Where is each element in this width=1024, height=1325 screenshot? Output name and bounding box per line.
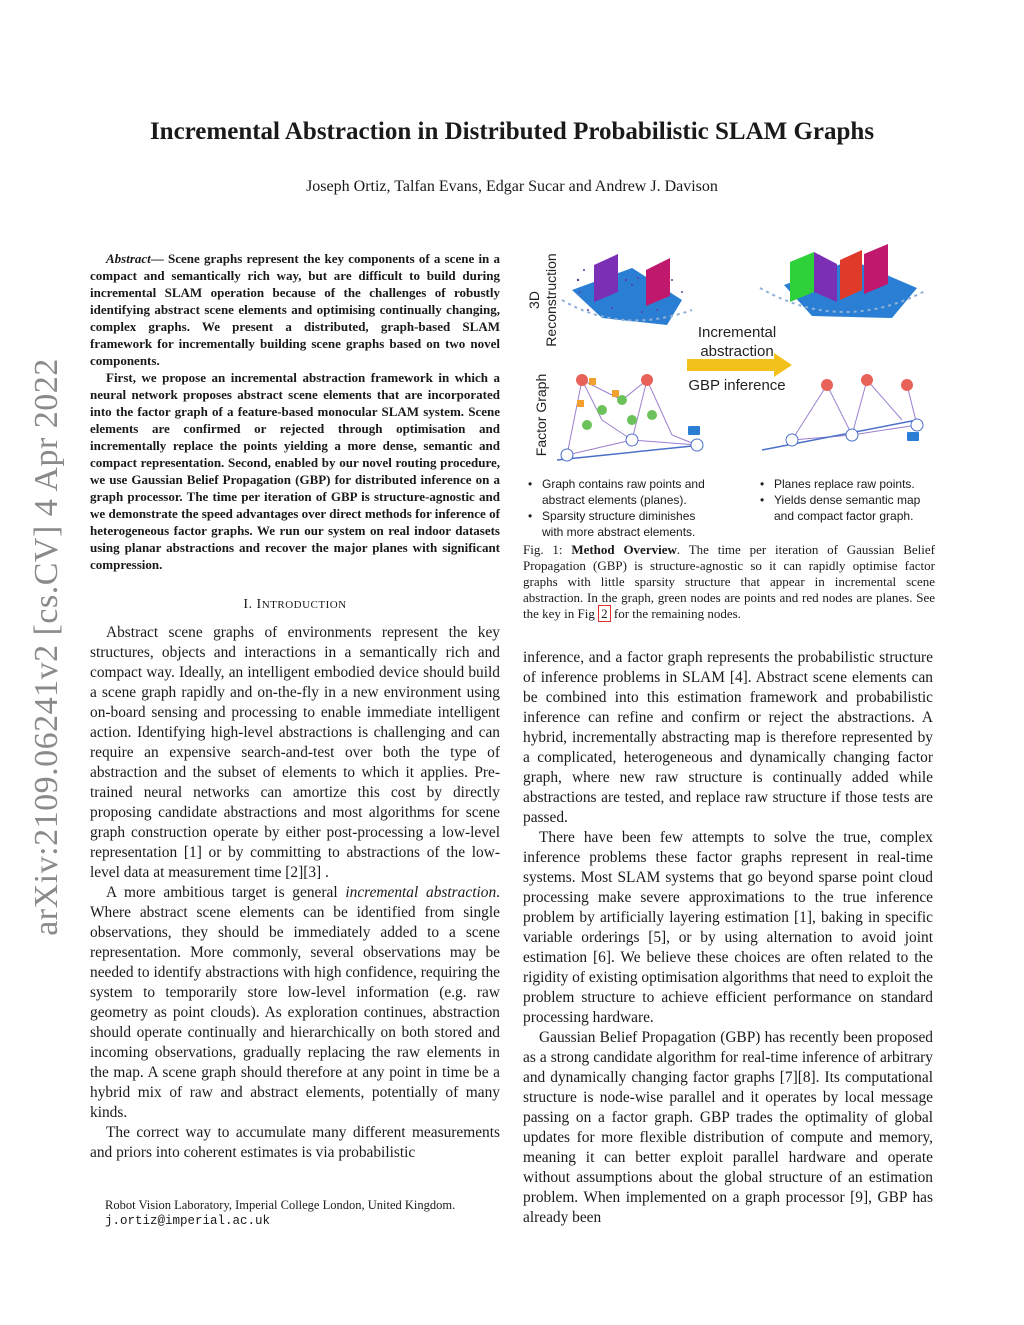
caption-bold: Method Overview	[571, 542, 677, 557]
abstraction-arrow	[687, 324, 792, 394]
right-column	[523, 648, 933, 1228]
camera-icon	[688, 426, 700, 435]
plane-node	[861, 374, 873, 386]
pose-node	[561, 449, 573, 461]
bullet-item	[526, 476, 741, 508]
author-list: Joseph Ortiz, Talfan Evans, Edgar Sucar and Andrew J. Davison	[306, 178, 718, 195]
point-node	[597, 405, 607, 415]
arrow-label-incremental: Incremental	[697, 324, 777, 341]
arxiv-id: arXiv:2109.06241v2 [cs.CV] 4 Apr 2022	[28, 358, 65, 936]
left-column	[90, 623, 500, 1163]
arrow-label-gbp: GBP inference	[688, 377, 786, 394]
bullet-text: with more abstract elements.	[542, 525, 696, 539]
bullet-item	[758, 492, 938, 524]
bullet-text: abstract elements (planes).	[542, 493, 687, 507]
plane-node	[576, 374, 588, 386]
point-node	[627, 415, 637, 425]
right-factor-graph	[762, 374, 923, 450]
left-factor-graph	[557, 374, 703, 461]
body-paragraph: Abstract scene graphs of environments represent the key structures, objects and interactions in a semantically rich and compact way. Ideally, an intelligent embodied device should build a scene graph rapidly and on-the-fly in a new environment using on-board sensing and processing to enable immediate intelligent action. Identifying high-level abstractions is challenging and can require an expensive search-and-test over both the type of abstraction and the subset of elements to which it applies. Pre-trained neural networks can amortize this cost by directly proposing candidate abstractions and most algorithms for scene graph construction operate by either post-processing a low-level representation [1] or by committing to abstractions of the low-level data at measurement time [2][3] .	[90, 624, 500, 881]
body-paragraph	[90, 883, 500, 1123]
affiliation: Robot Vision Laboratory, Imperial College London, United Kingdom.	[105, 1198, 456, 1212]
point-node	[647, 410, 657, 420]
point-node	[582, 420, 592, 430]
caption-text-end: for the remaining nodes.	[610, 606, 741, 621]
right-bullets	[758, 476, 938, 524]
section-number: I.	[243, 597, 253, 612]
left-reconstruction	[562, 254, 692, 325]
plane-node	[901, 379, 913, 391]
abstract-paragraph-1: Abstract— Scene graphs represent the key components of a scene in a compact and semantically rich way, but are difficult to build during incremental SLAM operation because of the challenges of robustly identifying abstract scene elements and optimising continually changing, complex graphs. We present a distributed, graph-based SLAM framework for incrementally building scene graphs based on two novel components.	[90, 251, 500, 368]
figure-caption	[523, 542, 935, 622]
section-heading	[90, 597, 500, 613]
factor-node	[612, 390, 619, 397]
camera-icon	[907, 432, 919, 441]
section-title-rest: NTRODUCTION	[261, 599, 347, 611]
caption-text: . The time per iteration of Gaussian Belief Propagation (GBP) is structure-agnostic so it can rapidly optimise factor graphs with little sparsity structure that appear in incremental scene abstraction. In the graph, green nodes are points and red nodes are planes. See the key in Fig	[523, 542, 935, 621]
pose-node	[691, 439, 703, 451]
row-label-factor-graph: Factor Graph	[533, 373, 549, 457]
figure-reference-link[interactable]: 2	[598, 605, 611, 622]
row-label-3d: 3D	[526, 291, 542, 309]
body-paragraph: There have been few attempts to solve the true, complex inference problems these factor graphs represent in real-time systems. Most SLAM systems that go beyond sparse point cloud processing make severe approximations to the true inference problem by artificially layering estimation [1], baking in specific variable orderings [5], or by using alternation to avoid joint estimation [6]. We believe these choices are often related to the rigidity of existing optimisation algorithms that need to exploit the problem structure to achieve efficient performance on standard processing hardware.	[523, 829, 933, 1026]
odometry-chain	[762, 420, 917, 450]
factor-node	[577, 400, 584, 407]
arrow-label-abstraction: abstraction	[700, 343, 774, 360]
bullet-text: Graph contains raw points and	[542, 477, 705, 491]
body-text: . Where abstract scene elements can be identified from single observations, they should be immediately added to a scene representation. More commonly, several observations may be needed to identify abstractions with high confidence, requiring the system to temporarily store low-level information (e.g. raw geometry as point clouds). As exploration continues, abstraction should operate continually and hierarchically on both stored and incoming observations, gradually replacing the raw elements in the map. A scene graph should therefore at any point in time be a hybrid mix of raw and abstract elements, potentially of many kinds.	[90, 884, 500, 1121]
abstract	[90, 250, 500, 573]
pose-node	[786, 434, 798, 446]
body-emphasis: incremental abstraction	[345, 884, 497, 901]
paper-title: Incremental Abstraction in Distributed Probabilistic SLAM Graphs	[149, 118, 875, 145]
point-node	[617, 395, 627, 405]
figure-1	[522, 240, 937, 540]
body-paragraph: Gaussian Belief Propagation (GBP) has recently been proposed as a strong candidate algorithm for real-time inference of arbitrary and dynamically changing factor graphs [7][8]. Its computational structure is node-wise parallel and it operates by local message passing on a factor graph. GBP trades the optimality of global updates for more flexible distribution of compute and memory, meaning it can better exploit parallel hardware and operate without assumptions about the global structure of an estimation problem. When implemented on a graph processor [9], GBP has already been	[523, 1029, 933, 1226]
plane-node	[641, 374, 653, 386]
section-first-letter: I	[256, 597, 262, 612]
bullet-item: • Planes replace raw points.	[758, 476, 938, 492]
pose-node	[846, 429, 858, 441]
pose-node	[911, 419, 923, 431]
body-text: A more ambitious target is general	[106, 884, 346, 901]
body-paragraph: The correct way to accumulate many different measurements and priors into coherent estimates is via probabilistic	[90, 1124, 500, 1161]
abstract-paragraph-2: First, we propose an incremental abstraction framework in which a neural network proposes abstract scene elements that are incorporated into the factor graph of a feature-based monocular SLAM system. Scene elements are confirmed or rejected through optimisation and incrementally replace the points yielding a more dense, semantic and compact representation. Second, enabled by our novel routing procedure, we use Gaussian Belief Propagation (GBP) for distributed inference on a graph processor. The time per iteration of GBP is structure-agnostic and we demonstrate the speed advantages over direct methods for inference of heterogeneous factor graphs. We run our system on real indoor datasets using planar abstractions and recover the major planes with significant compression.	[90, 370, 500, 572]
arxiv-stamp	[14, 358, 80, 936]
pose-node	[626, 434, 638, 446]
body-paragraph: inference, and a factor graph represents the probabilistic structure of inference problems in SLAM [4]. Abstract scene elements can be combined into this estimation framework and probabilistic inference can refine and confirm or reject the abstractions. A hybrid, incrementally abstracting map is therefore represented by a complicated, heterogeneous and dynamically changing factor graph, where new raw structure is continually added while abstractions are tested, and replace raw structure if those tests are passed.	[523, 649, 933, 826]
row-label-reconstruction: Reconstruction	[543, 253, 559, 347]
bullet-text: Sparsity structure diminishes	[542, 509, 696, 523]
factor-node	[589, 378, 596, 385]
right-reconstruction	[760, 244, 927, 318]
caption-label: Fig. 1:	[523, 542, 572, 557]
bullet-text: Yields dense semantic map	[774, 493, 921, 507]
bullet-item	[526, 508, 741, 540]
abstract-label: Abstract	[106, 251, 151, 266]
email-link[interactable]: j.ortiz@imperial.ac.uk	[105, 1214, 271, 1228]
bullet-text: and compact factor graph.	[774, 509, 914, 523]
footnote	[105, 1197, 505, 1229]
left-bullets	[526, 476, 741, 540]
plane-node	[821, 379, 833, 391]
abstract-text-1: Scene graphs represent the key components of a scene in a compact and semantically rich way, but are difficult to build during incremental SLAM operation because of the challenges of robustly identifying abstract scene elements and optimising continually changing, complex graphs. We present a distributed, graph-based SLAM framework for incrementally building scene graphs based on two novel components.	[90, 251, 500, 368]
